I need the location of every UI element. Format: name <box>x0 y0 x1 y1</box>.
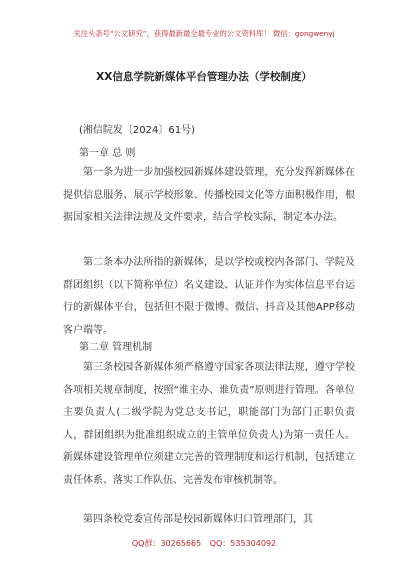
article-1 <box>63 162 355 230</box>
article-4-text: 第四条校党委宣传部是校园新媒体归口管理部门，其 <box>83 514 313 525</box>
article-3 <box>63 357 355 492</box>
article-1-text: 第一条为进一步加强校园新媒体建设管理，充分发挥新媒体在提供信息服务、展示学校形象、传播校园文化等方面积极作用，根据国家相关法律法规及文件要求，结合学校实际，制定本办法。 <box>63 167 355 223</box>
footer-qq: QQ：535304092 <box>209 539 277 548</box>
footer-qq-group: QQ群：30265665 <box>131 539 202 548</box>
header-promo-text: 关注头条号“公文研究”，获得最新最全最专业的公文资料库！ 微信：gongwenyj <box>73 29 335 38</box>
footer-contact <box>0 538 408 549</box>
document-number: (湘信院发〔2024〕61号) <box>79 125 195 136</box>
article-4 <box>63 509 355 532</box>
chapter-2-heading: 第二章 管理机制 <box>79 342 153 353</box>
article-3-text: 第三条校园各新媒体须严格遵守国家各项法律法规，遵守学校各项相关规章制度，按照“谁主办、谁负责”原则进行管理。各单位主要负责人(二级学院为党总支书记，职能部门为部门正职负责人，群团组织为批准组织成立的主管单位负责人)为第一责任人。新媒体建设管理单位须建立完善的管理制度和运行机制，包括建立责任体系、落实工作队伍、完善发布审核机制等。 <box>63 362 355 486</box>
document-title: XX信息学院新媒体平台管理办法（学校制度） <box>96 71 312 83</box>
chapter-1-heading: 第一章 总 则 <box>79 148 136 159</box>
article-2-text: 第二条本办法所指的新媒体，是以学校或校内各部门、学院及群团组织（以下简称单位）名义建设、认证并作为实体信息平台运行的新媒体平台，包括但不限于微博、微信、抖音及其他APP移动客户端等。 <box>63 257 355 336</box>
article-2 <box>63 252 355 342</box>
